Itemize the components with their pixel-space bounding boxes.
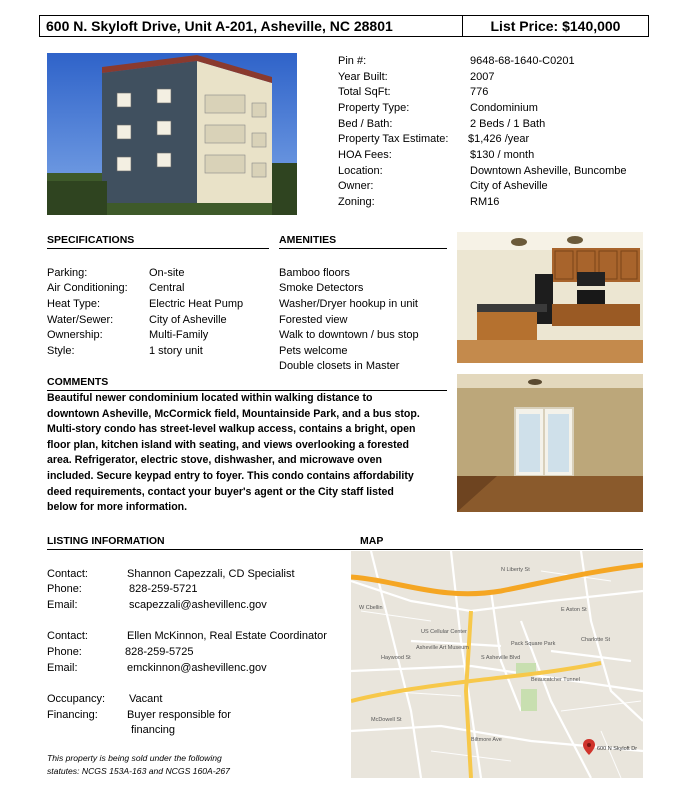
detail-label: Property Type: (338, 102, 410, 114)
occupancy-value: Vacant (129, 693, 163, 705)
detail-value: 2007 (470, 71, 495, 83)
map-street-label: McDowell St (371, 717, 402, 723)
map-street-label: Biltmore Ave (471, 737, 502, 743)
contact-name: Shannon Capezzali, CD Specialist (127, 568, 295, 580)
amenity-item: Double closets in Master (279, 360, 400, 372)
spec-value: On-site (149, 267, 185, 279)
email-link[interactable]: emckinnon@ashevillenc.gov (127, 662, 267, 674)
amenities-rule (279, 248, 447, 249)
map-street-label: US Cellular Center (421, 629, 467, 635)
map-street-label: Asheville Art Museum (416, 645, 469, 651)
comment-line: Beautiful newer condominium located within walking distance to (47, 392, 373, 404)
comments-heading: COMMENTS (47, 376, 109, 388)
spec-value: Central (149, 282, 185, 294)
kitchen-photo (457, 232, 643, 363)
footnote-line: This property is being sold under the following (47, 753, 222, 763)
specifications-heading: SPECIFICATIONS (47, 234, 135, 246)
amenity-item: Walk to downtown / bus stop (279, 329, 419, 341)
listing-rule (47, 549, 643, 550)
detail-label: Year Built: (338, 71, 388, 83)
comment-line: downtown Asheville, McCormick field, Mountainside Park, and a bus stop. (47, 407, 420, 420)
amenity-item: Washer/Dryer hookup in unit (279, 298, 418, 310)
amenity-item: Pets welcome (279, 345, 348, 357)
property-address: 600 N. Skyloft Drive, Unit A-201, Asheville, NC 28801 (40, 16, 463, 36)
detail-value: 2 Beds / 1 Bath (470, 118, 546, 130)
map-street-label: W Cbellin (359, 605, 383, 611)
detail-label: Property Tax Estimate: (338, 133, 449, 145)
contact-label: Contact: (47, 630, 88, 642)
amenity-item: Forested view (279, 314, 348, 326)
contact-name: Ellen McKinnon, Real Estate Coordinator (127, 630, 327, 642)
phone-number: 828-259-5725 (125, 646, 194, 658)
email-label: Email: (47, 662, 78, 674)
financing-value: Buyer responsible for (127, 709, 231, 721)
financing-label: Financing: (47, 709, 98, 721)
statute-footnote (47, 752, 277, 778)
map-heading: MAP (360, 535, 384, 547)
contact-label: Contact: (47, 568, 88, 580)
map-marker-label: 600 N Skyloft Dr (597, 746, 638, 752)
spec-value: 1 story unit (149, 345, 203, 357)
detail-value: Downtown Asheville, Buncombe (470, 165, 627, 177)
comment-line: Multi-story condo has street-level walkup access, contains a bright, open (47, 423, 416, 436)
map-street-label: E Aston St (561, 607, 587, 613)
detail-label: Bed / Bath: (338, 118, 393, 130)
location-map[interactable] (351, 551, 643, 778)
detail-label: Zoning: (338, 196, 375, 208)
spec-label: Parking: (47, 267, 88, 279)
map-street-label: Pack Square Park (511, 641, 556, 647)
detail-value: $1,426 /year (468, 133, 530, 145)
detail-value: Condominium (470, 102, 538, 114)
listing-header (39, 15, 649, 37)
detail-label: Location: (338, 165, 383, 177)
detail-label: Total SqFt: (338, 86, 391, 98)
amenity-item: Smoke Detectors (279, 282, 364, 294)
phone-label: Phone: (47, 583, 82, 595)
phone-number: 828-259-5721 (129, 583, 198, 595)
spec-label: Water/Sewer: (47, 314, 114, 326)
detail-value: $130 / month (470, 149, 535, 161)
detail-value: City of Asheville (470, 180, 548, 192)
map-street-label: Haywood St (381, 655, 411, 661)
detail-label: Owner: (338, 180, 374, 192)
spec-value: Electric Heat Pump (149, 298, 244, 310)
detail-value: 9648-68-1640-C0201 (470, 55, 575, 67)
comment-line: deed requirements, contact your buyer's agent or the City staff listed (47, 485, 394, 498)
comment-line: included. Secure keypad entry to foyer. This condo contains affordability (47, 469, 414, 482)
amenity-item: Bamboo floors (279, 267, 350, 279)
map-street-label: Charlotte St (581, 637, 611, 643)
footnote-line: statutes: NCGS 153A-163 and NCGS 160A-267 (47, 766, 230, 776)
detail-label: Pin #: (338, 55, 367, 67)
detail-value: 776 (470, 86, 489, 98)
spec-label: Heat Type: (47, 298, 100, 310)
map-street-label: N Liberty St (501, 567, 530, 573)
amenities-heading: AMENITIES (279, 234, 337, 246)
comment-line: area. Refrigerator, electric stove, dishwasher, and microwave oven (47, 454, 383, 467)
specifications-rule (47, 248, 269, 249)
spec-label: Ownership: (47, 329, 103, 341)
spec-label: Style: (47, 345, 75, 357)
comment-line: floor plan, kitchen island with seating, and views overlooking a forested (47, 438, 410, 451)
spec-label: Air Conditioning: (47, 282, 128, 294)
list-price: List Price: $140,000 (490, 18, 621, 34)
occupancy-label: Occupancy: (47, 693, 106, 705)
spec-value: City of Asheville (149, 314, 227, 326)
financing-value-cont: financing (131, 724, 176, 736)
building-photo (47, 53, 297, 215)
map-street-label: Beaucatcher Tunnel (531, 677, 580, 683)
spec-value: Multi-Family (149, 329, 209, 341)
detail-label: HOA Fees: (338, 149, 392, 161)
email-link[interactable]: scapezzali@ashevillenc.gov (129, 599, 267, 611)
comments-body (47, 391, 447, 516)
living-room-photo (457, 374, 643, 512)
phone-label: Phone: (47, 646, 82, 658)
detail-value: RM16 (470, 196, 500, 208)
comment-line: below for more information. (47, 501, 188, 514)
email-label: Email: (47, 599, 78, 611)
listing-heading: LISTING INFORMATION (47, 535, 165, 547)
map-street-label: S Asheville Blvd (481, 655, 521, 661)
